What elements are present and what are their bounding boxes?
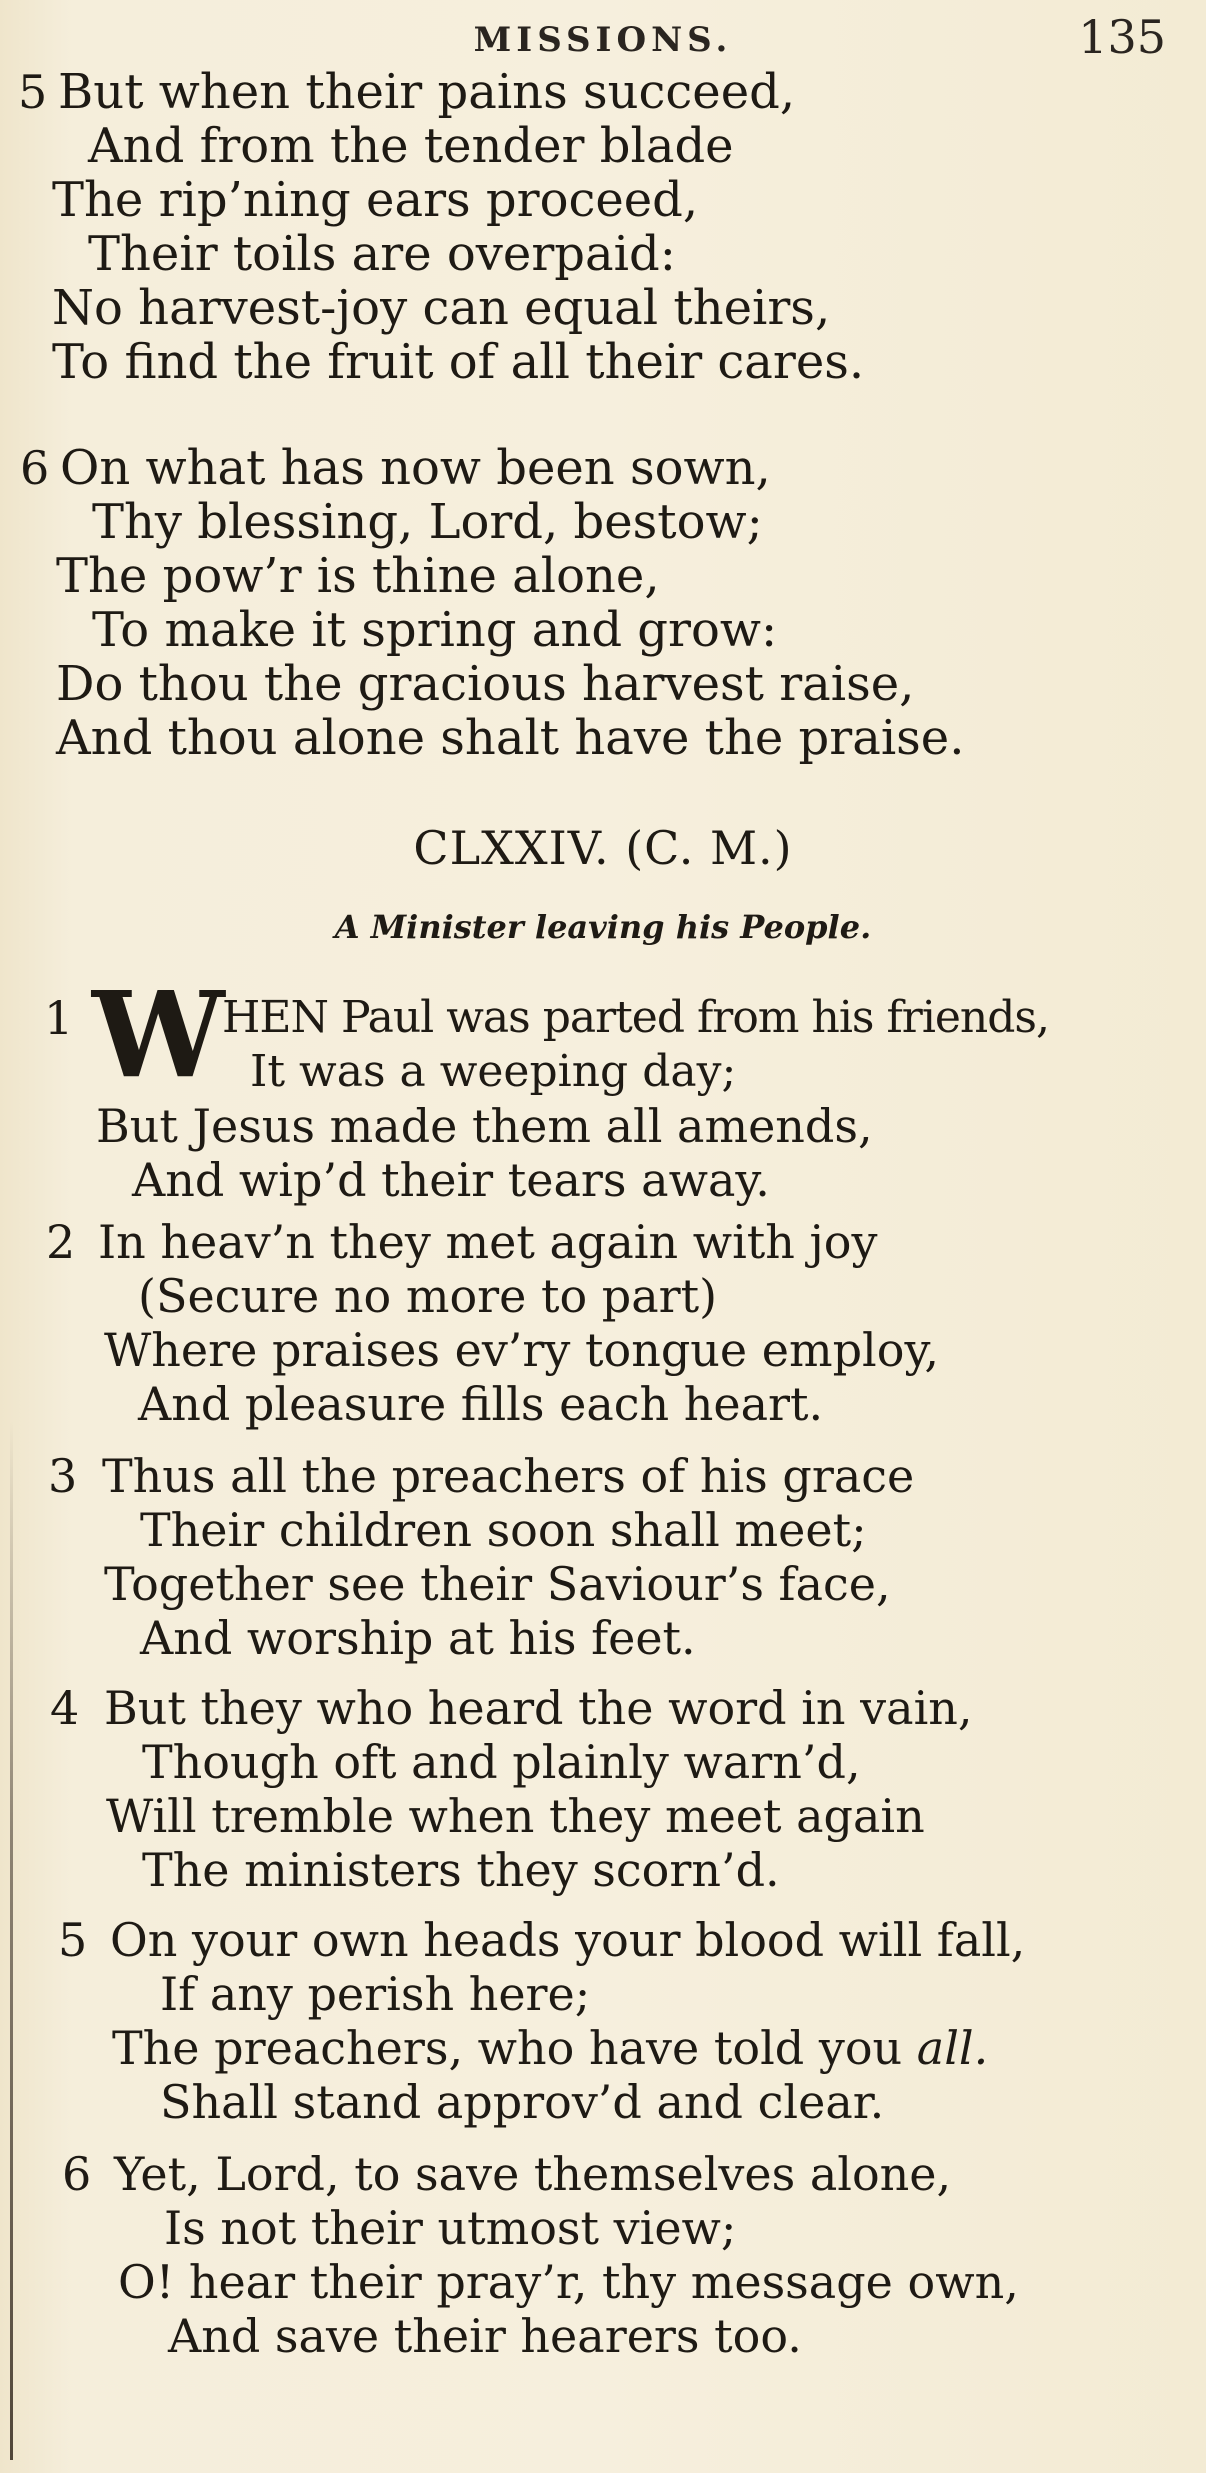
verse-line: Thus all the preachers of his grace [102, 1449, 915, 1503]
verse-line: Do thou the gracious harvest raise, [56, 656, 915, 712]
page-number: 135 [1078, 10, 1166, 64]
verse-line: In heav’n they met again with joy [98, 1215, 878, 1269]
verse-line: Though oft and plainly warn’d, [142, 1735, 861, 1789]
verse-line: Their children soon shall meet; [140, 1503, 867, 1557]
verse-number: 4 [50, 1681, 80, 1735]
verse-line: But they who heard the word in vain, [104, 1681, 973, 1735]
verse-line: And pleasure fills each heart. [138, 1377, 824, 1431]
verse-number: 1 [44, 991, 74, 1045]
verse-number: 6 [62, 2147, 92, 2201]
verse-line: Yet, Lord, to save themselves alone, [114, 2147, 952, 2201]
emphasized-word: all. [916, 2021, 989, 2075]
verse-line: And wip’d their tears away. [132, 1153, 770, 1207]
verse-line: The rip’ning ears proceed, [52, 172, 699, 228]
verse-line: And save their hearers too. [168, 2309, 802, 2363]
drop-cap: W [92, 965, 225, 1104]
verse-line: Thy blessing, Lord, bestow; [92, 494, 763, 550]
verse-line: (Secure no more to part) [138, 1269, 718, 1323]
verse-number: 3 [48, 1449, 78, 1503]
page-gutter-shadow [10, 1420, 13, 2460]
verse-line: Shall stand approv’d and clear. [160, 2075, 885, 2129]
verse-line: The ministers they scorn’d. [142, 1843, 780, 1897]
verse-line-text: The preachers, who have told you [112, 2021, 903, 2075]
verse-line: It was a weeping day; [250, 1046, 737, 1097]
verse-line: Where praises ev’ry tongue employ, [104, 1323, 939, 1377]
verse-line: To make it spring and grow: [92, 602, 778, 658]
verse-line: Is not their utmost view; [164, 2201, 737, 2255]
verse-number: 5 [18, 65, 48, 119]
verse-number: 5 [58, 1913, 88, 1967]
verse-line: Will tremble when they meet again [106, 1789, 925, 1843]
verse-line: Together see their Saviour’s face, [104, 1557, 891, 1611]
verse-number: 6 [20, 441, 50, 495]
verse-line: To find the fruit of all their cares. [52, 334, 865, 390]
verse-line: HEN Paul was parted from his friends, [222, 992, 1049, 1043]
hymn-title: CLXXIV. (C. M.) [413, 821, 793, 875]
verse-line: But when their pains succeed, [58, 64, 796, 120]
verse-line: Their toils are overpaid: [88, 226, 676, 282]
verse-line: No harvest-joy can equal theirs, [52, 280, 831, 336]
verse-line-with-emphasis [112, 2020, 988, 2076]
verse-line: But Jesus made them all amends, [96, 1099, 873, 1153]
verse-line: And thou alone shalt have the praise. [56, 710, 965, 766]
verse-number: 2 [46, 1215, 76, 1269]
verse-line: The pow’r is thine alone, [56, 548, 660, 604]
verse-line: If any perish here; [160, 1967, 591, 2021]
verse-line: And from the tender blade [88, 118, 734, 174]
hymn-subtitle: A Minister leaving his People. [334, 908, 872, 946]
verse-line: And worship at his feet. [140, 1611, 696, 1665]
running-header: MISSIONS. [473, 20, 733, 60]
verse-line: On your own heads your blood will fall, [110, 1913, 1026, 1967]
verse-line: On what has now been sown, [60, 440, 771, 496]
verse-line: O! hear their pray’r, thy message own, [118, 2255, 1019, 2309]
